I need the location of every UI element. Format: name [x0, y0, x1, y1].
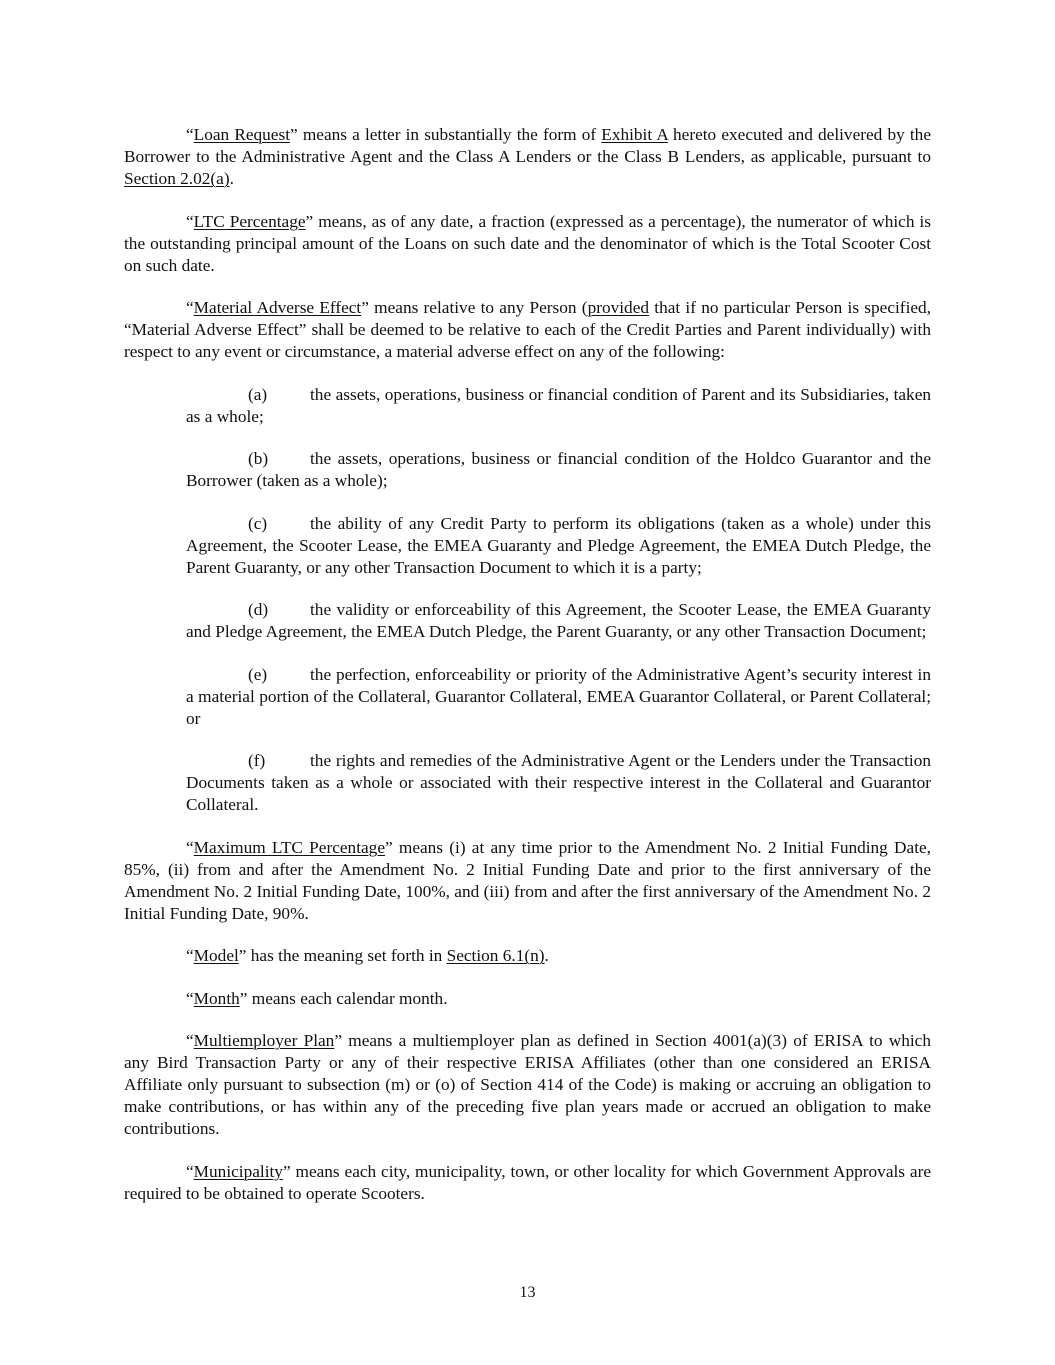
clause-text: the validity or enforceability of this Agreement, the Scooter Lease, the EMEA Guaranty and Pledge Agreement, the EMEA Dutch Pledge, the Parent Guaranty, or any other Transaction Document;	[186, 600, 931, 641]
definition-text: ” means (i) at any time prior to the Amendment No. 2 Initial Funding Date, 85%, (ii) from and after the Amendment No. 2 Initial Funding Date and prior to the first anniversary of the Amendment No. 2 Initial Funding Date, 100%, and (iii) from and after the first anniversary of the Amendment No. 2 Initial Funding Date, 90%.	[124, 837, 931, 923]
open-quote: “	[186, 211, 194, 231]
cross-reference: Section 6.1(n)	[446, 946, 545, 965]
clause-label: (a)	[248, 384, 268, 404]
definition-text: hereto executed and delivered by the Borrower to the Administrative Agent and the Class A Lenders or the Class B Lenders, as applicable, pursuant to	[124, 125, 931, 166]
clause-text: the ability of any Credit Party to perform its obligations (taken as a whole) under this Agreement, the Scooter Lease, the EMEA Guaranty and Pledge Agreement, the EMEA Dutch Pledge, the Parent Guaranty, or any other Transaction Document to which it is a party;	[186, 513, 931, 577]
definition-text: ” has the meaning set forth in	[238, 946, 447, 965]
definition-text: .	[229, 169, 234, 188]
open-quote: “	[186, 298, 194, 317]
open-quote: “	[186, 1161, 194, 1181]
clause-f	[186, 750, 931, 816]
cross-reference: Exhibit A	[601, 125, 668, 144]
open-quote: “	[186, 1031, 194, 1050]
cross-reference: Section 2.02(a)	[124, 169, 230, 188]
defined-term: Municipality	[193, 1161, 283, 1181]
defined-term: Maximum LTC Percentage	[193, 837, 385, 857]
clause-text: the rights and remedies of the Administrative Agent or the Lenders under the Transaction Documents taken as a whole or associated with their respective interest in the Collateral and Guarantor Collateral.	[186, 751, 931, 814]
definition-municipality	[124, 1161, 931, 1205]
definition-text: ” means each city, municipality, town, or other locality for which Government Approvals are required to be obtained to operate Scooters.	[124, 1161, 931, 1203]
defined-term: LTC Percentage	[193, 211, 306, 231]
defined-term: Multiemployer Plan	[193, 1031, 335, 1050]
open-quote: “	[186, 988, 194, 1008]
definition-text: ” means, as of any date, a fraction (expressed as a percentage), the numerator of which is the outstanding principal amount of the Loans on such date and the denominator of which is the Total Scooter Cost on such date.	[124, 211, 931, 275]
clause-a	[186, 384, 931, 428]
definition-multiemployer-plan	[124, 1030, 931, 1140]
definition-text: .	[544, 946, 549, 965]
clause-text: the assets, operations, business or financial condition of the Holdco Guarantor and the Borrower (taken as a whole);	[186, 449, 931, 490]
open-quote: “	[186, 125, 194, 144]
clause-c	[186, 513, 931, 579]
clause-label: (c)	[248, 513, 268, 533]
defined-term: Material Adverse Effect	[193, 298, 362, 317]
clause-text: the perfection, enforceability or priority of the Administrative Agent’s security interest in a material portion of the Collateral, Guarantor Collateral, EMEA Guarantor Collateral, or Parent Collateral; or	[186, 664, 931, 728]
definition-text: ” means relative to any Person (	[361, 298, 588, 317]
document-page	[124, 124, 931, 1225]
definition-model	[124, 945, 931, 967]
open-quote: “	[186, 837, 194, 857]
clause-label: (f)	[248, 751, 266, 770]
definition-material-adverse-effect	[124, 297, 931, 363]
definition-text: ” means each calendar month.	[239, 988, 448, 1008]
defined-term: Loan Request	[193, 125, 291, 144]
clause-text: the assets, operations, business or financial condition of Parent and its Subsidiaries, taken as a whole;	[186, 384, 931, 426]
definition-loan-request	[124, 124, 931, 190]
cross-reference: provided	[587, 298, 650, 317]
definition-text: that if no particular Person is specified, “Material Adverse Effect” shall be deemed to be relative to each of the Credit Parties and Parent individually) with respect to any event or circumstance, a material adverse effect on any of the following:	[124, 298, 931, 361]
open-quote: “	[186, 946, 194, 965]
definition-maximum-ltc-percentage	[124, 837, 931, 925]
defined-term: Month	[193, 988, 240, 1008]
clause-b	[186, 448, 931, 492]
clause-label: (e)	[248, 664, 268, 684]
definition-text: ” means a multiemployer plan as defined in Section 4001(a)(3) of ERISA to which any Bird Transaction Party or any of their respective ERISA Affiliates (other than one considered an ERISA Affiliate only pursuant to subsection (m) or (o) of Section 414 of the Code) is making or accruing an obligation to make contributions, or has within any of the preceding five plan years made or accrued an obligation to make contributions.	[124, 1031, 931, 1138]
defined-term: Model	[193, 946, 239, 965]
clause-e	[186, 664, 931, 730]
definition-month	[124, 988, 931, 1010]
clause-label: (b)	[248, 449, 269, 468]
clause-label: (d)	[248, 600, 269, 619]
clause-d	[186, 599, 931, 643]
definition-text: ” means a letter in substantially the form of	[290, 125, 602, 144]
definition-ltc-percentage	[124, 211, 931, 277]
page-number: 13	[519, 1284, 536, 1301]
